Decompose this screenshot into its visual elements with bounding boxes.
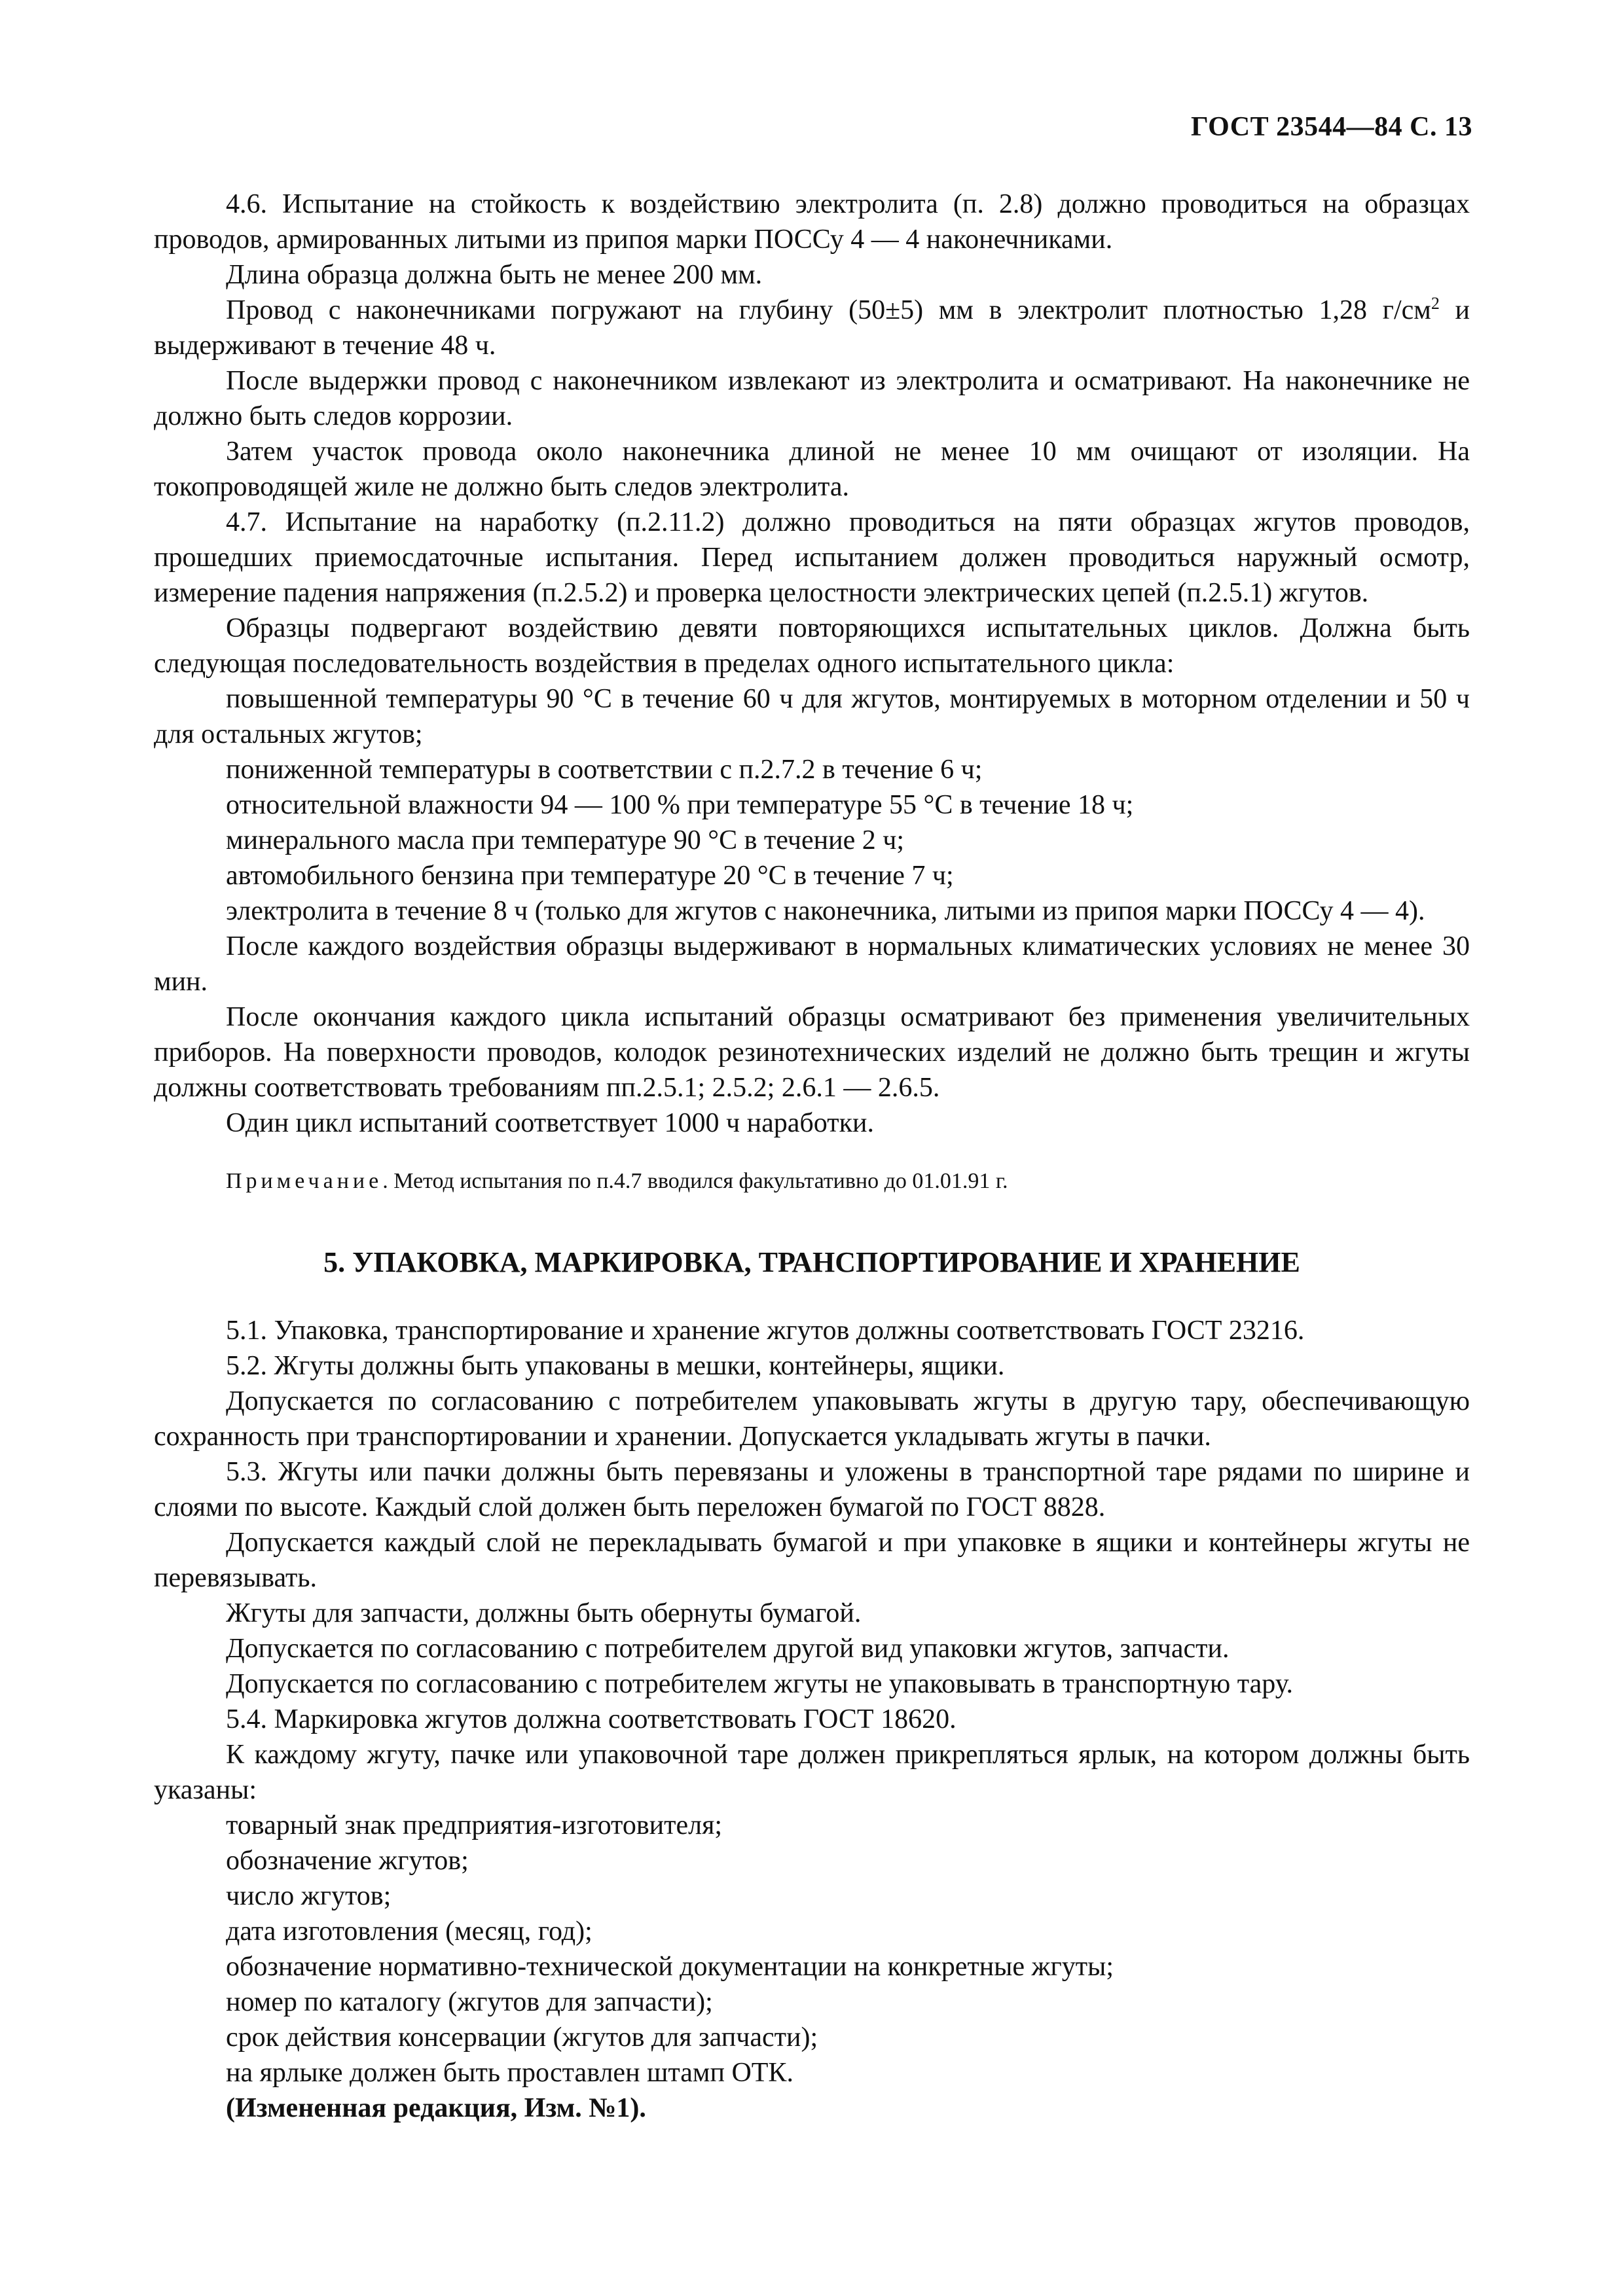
cycle-item: автомобильного бензина при температуре 20 °С в течение 7 ч; (226, 861, 954, 891)
note-label: Примечание (226, 1169, 383, 1193)
paragraph-5-3: 5.3. Жгуты или пачки должны быть перевязаны и уложены в транспортной таре рядами по ширине и слоями по высоте. Каждый слой должен быть переложен бумагой по ГОСТ 8828. (154, 1457, 1470, 1522)
paragraph-allowed-no-paper: Допускается каждый слой не перекладывать бумагой и при упаковке в ящики и контейнеры жгуты не перевязывать. (154, 1528, 1470, 1593)
paragraph-5-4: 5.4. Маркировка жгутов должна соответствовать ГОСТ 18620. (226, 1704, 957, 1734)
paragraph-5-2: 5.2. Жгуты должны быть упакованы в мешки, контейнеры, ящики. (226, 1351, 1005, 1381)
paragraph-allowed-other-container: Допускается по согласованию с потребителем упаковывать жгуты в другую тару, обеспечивающую сохранность при транспортировании и хранении. Допускается укладывать жгуты в пачки. (154, 1386, 1470, 1452)
cycle-item: относительной влажности 94 — 100 % при температуре 55 °С в течение 18 ч; (226, 790, 1134, 820)
cycle-item: электролита в течение 8 ч (только для жгутов с наконечника, литыми из припоя марки ПОССу 4 — 4). (226, 896, 1425, 926)
label-item: срок действия консервации (жгутов для запчасти); (226, 2022, 818, 2053)
paragraph-allowed-other-packing: Допускается по согласованию с потребителем другой вид упаковки жгутов, запчасти. (226, 1634, 1230, 1664)
paragraph-label-intro: К каждому жгуту, пачке или упаковочной таре должен прикрепляться ярлык, на котором должны быть указаны: (154, 1740, 1470, 1805)
immersion-text: Провод с наконечниками погружают на глубину (50±5) мм в электролит плотностью 1,28 г/см (226, 295, 1431, 325)
paragraph-allowed-no-container: Допускается по согласованию с потребителем жгуты не упаковывать в транспортную тару. (226, 1669, 1294, 1699)
paragraph-one-cycle: Один цикл испытаний соответствует 1000 ч наработки. (226, 1108, 874, 1138)
section-5-title: 5. УПАКОВКА, МАРКИРОВКА, ТРАНСПОРТИРОВАНИЕ И ХРАНЕНИЕ (323, 1246, 1300, 1278)
label-item: дата изготовления (месяц, год); (226, 1916, 593, 1946)
label-item: товарный знак предприятия-изготовителя; (226, 1810, 723, 1840)
immersion-text-end: и выдерживают в течение 48 ч. (154, 295, 1470, 361)
amendment-note: (Измененная редакция, Изм. №1). (226, 2093, 646, 2123)
cycle-item: пониженной температуры в соответствии с п.2.7.2 в течение 6 ч; (226, 755, 983, 785)
label-item: обозначение нормативно-технической документации на конкретные жгуты; (226, 1952, 1114, 1982)
cycle-item: повышенной температуры 90 °С в течение 60 ч для жгутов, монтируемых в моторном отделении и 50 ч для остальных жгутов; (154, 684, 1470, 749)
paragraph-spare-parts: Жгуты для запчасти, должны быть обернуты бумагой. (226, 1598, 862, 1628)
paragraph-after-each: После каждого воздействия образцы выдерживают в нормальных климатических условиях не менее 30 мин. (154, 931, 1470, 997)
immersion-superscript: 2 (1431, 294, 1440, 313)
paragraph-4-6: 4.6. Испытание на стойкость к воздействию электролита (п. 2.8) должно проводиться на образцах проводов, армированных литыми из припоя марки ПОССу 4 — 4 наконечниками. (154, 189, 1470, 255)
cycle-item: минерального масла при температуре 90 °С в течение 2 ч; (226, 825, 905, 855)
paragraph-strip-insulation: Затем участок провода около наконечника длиной не менее 10 мм очищают от изоляции. На токопроводящей жиле не должно быть следов электролита. (154, 437, 1470, 502)
paragraph-sample-length: Длина образца должна быть не менее 200 мм. (226, 260, 763, 290)
paragraph-after-cycle: После окончания каждого цикла испытаний образцы осматривают без применения увеличительных приборов. На поверхности проводов, колодок резинотехнических изделий не должно быть трещин и жгуты должны соответствовать требованиям пп.2.5.1; 2.5.2; 2.6.1 — 2.6.5. (154, 1002, 1470, 1103)
label-item: обозначение жгутов; (226, 1846, 469, 1876)
paragraph-5-1: 5.1. Упаковка, транспортирование и хранение жгутов должны соответствовать ГОСТ 23216. (226, 1316, 1305, 1346)
paragraph-immersion (154, 293, 1470, 363)
label-item: номер по каталогу (жгутов для запчасти); (226, 1987, 713, 2017)
paragraph-after-hold: После выдержки провод с наконечником извлекают из электролита и осматривают. На наконечнике не должно быть следов коррозии. (154, 366, 1470, 431)
label-item: на ярлыке должен быть проставлен штамп ОТК. (226, 2058, 793, 2088)
page-header: ГОСТ 23544—84 С. 13 (1190, 112, 1472, 142)
note (154, 1167, 1470, 1196)
paragraph-4-7: 4.7. Испытание на наработку (п.2.11.2) должно проводиться на пяти образцах жгутов проводов, прошедших приемосдаточные испытания. Перед испытанием должен проводиться наружный осмотр, измерение падения напряжения (п.2.5.2) и проверка целостности электрических цепей (п.2.5.1) жгутов. (154, 507, 1470, 608)
label-item: число жгутов; (226, 1881, 392, 1911)
page-content (154, 187, 1470, 2126)
note-text: . Метод испытания по п.4.7 вводился факультативно до 01.01.91 г. (382, 1169, 1008, 1193)
paragraph-cycles-intro: Образцы подвергают воздействию девяти повторяющихся испытательных циклов. Должна быть следующая последовательность воздействия в пределах одного испытательного цикла: (154, 613, 1470, 679)
